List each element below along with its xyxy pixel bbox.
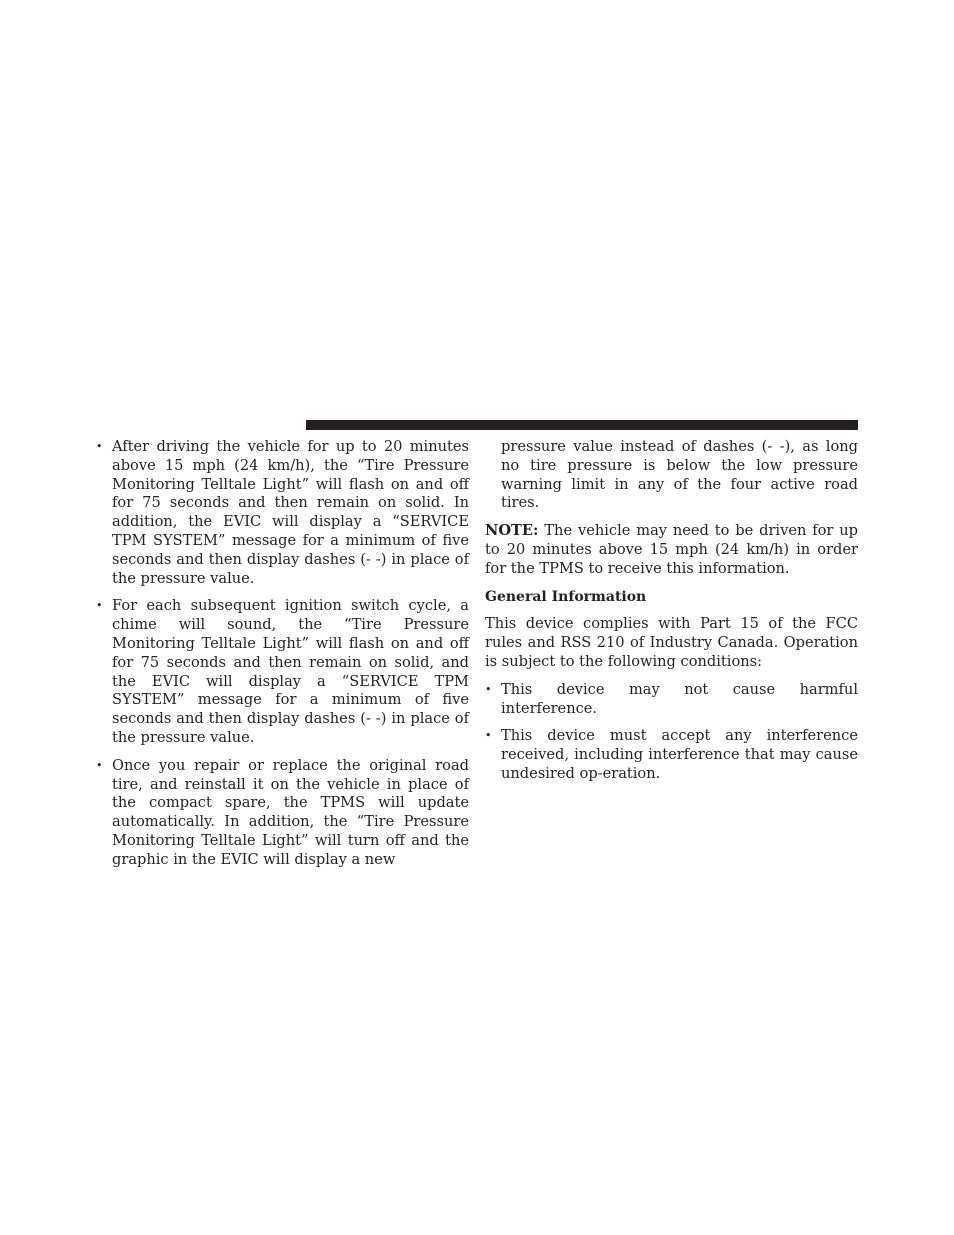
list-item	[485, 727, 858, 783]
list-item	[485, 681, 858, 719]
bullet-icon: •	[96, 599, 103, 613]
list-item-text: For each subsequent ignition switch cycle, a chime will sound, the “Tire Pressure Monitoring Telltale Light” will flash on and off for 75 seconds and then remain on solid, and the EVIC will display a “SERVICE TPM SYSTEM” message for a minimum of five seconds and then display dashes (- -) in place of the pressure value.	[112, 597, 469, 746]
continued-paragraph: pressure value instead of dashes (- -), as long no tire pressure is below the low pressure warning limit in any of the four active road tires.	[501, 438, 858, 512]
note-paragraph	[485, 522, 858, 578]
bullet-icon: •	[485, 682, 492, 696]
list-item-text: After driving the vehicle for up to 20 minutes above 15 mph (24 km/h), the “Tire Pressure Monitoring Telltale Light” will flash on and off for 75 seconds and then remain on solid. In addition, the EVIC will display a “SERVICE TPM SYSTEM” message for a minimum of five seconds and then display dashes (- -) in place of the pressure value.	[112, 438, 469, 587]
bullet-icon: •	[96, 758, 103, 772]
right-column	[485, 438, 858, 793]
list-item-text: Once you repair or replace the original road tire, and reinstall it on the vehicle in place of the compact spare, the TPMS will update automatically. In addition, the “Tire Pressure Monitoring Telltale Light” will turn off and the graphic in the EVIC will display a new	[112, 756, 469, 868]
section-header-bar	[306, 420, 858, 430]
left-column	[96, 438, 469, 879]
right-bullet-list	[485, 681, 858, 784]
list-item	[96, 597, 469, 747]
list-item	[96, 438, 469, 588]
note-text: The vehicle may need to be driven for up to 20 minutes above 15 mph (24 km/h) in order for the TPMS to receive this information.	[485, 522, 859, 577]
bullet-icon: •	[485, 729, 492, 743]
bullet-icon: •	[96, 440, 103, 453]
left-bullet-list	[96, 438, 469, 870]
list-item	[96, 757, 469, 870]
list-item-text: This device must accept any interference received, including interference that may cause undesired op-eration.	[501, 727, 858, 782]
list-item-text: This device may not cause harmful interference.	[501, 680, 858, 717]
note-label: NOTE:	[485, 522, 539, 540]
section-heading: General Information	[485, 588, 647, 605]
intro-paragraph: This device complies with Part 15 of the FCC rules and RSS 210 of Industry Canada. Operation is subject to the following conditions:	[485, 615, 858, 670]
